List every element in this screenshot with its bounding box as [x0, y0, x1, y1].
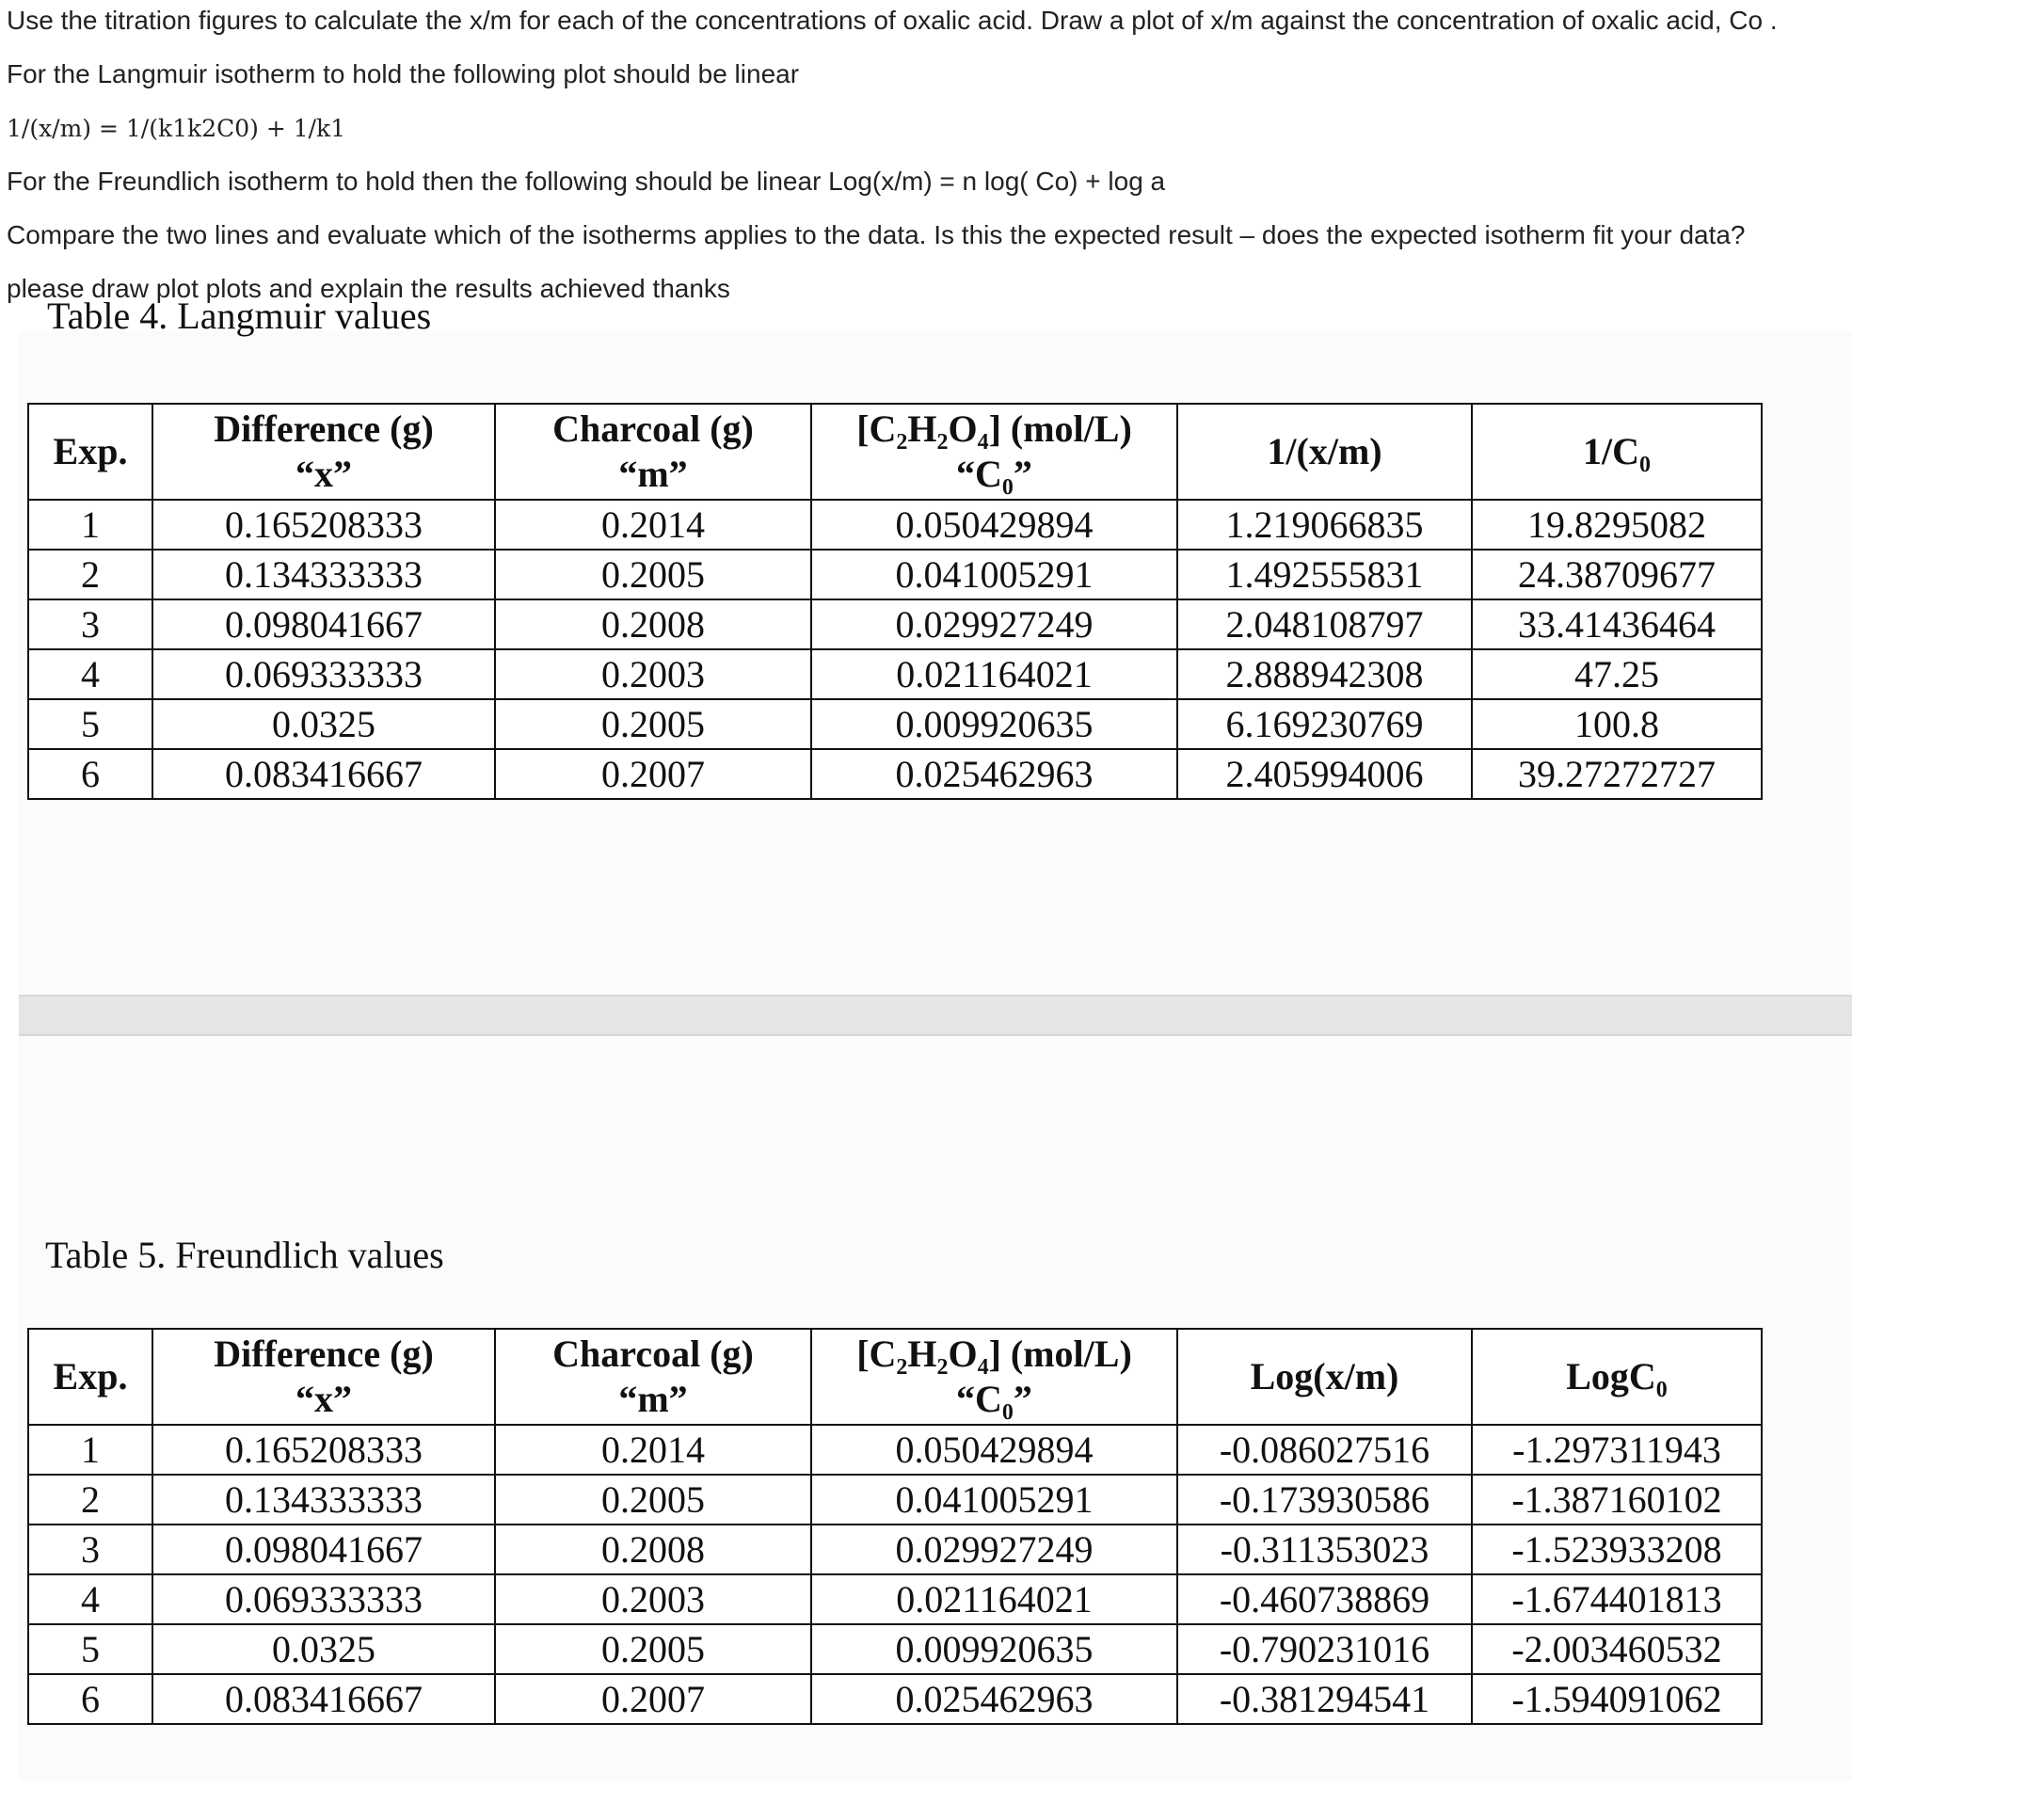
cell-log-c0: -2.003460532 — [1472, 1624, 1762, 1674]
cell-difference: 0.069333333 — [152, 1574, 495, 1624]
table-row — [28, 749, 1762, 799]
cell-log-xm: -0.381294541 — [1177, 1674, 1472, 1724]
header-exp: Exp. — [28, 404, 152, 500]
cell-difference: 0.083416667 — [152, 749, 495, 799]
cell-difference: 0.098041667 — [152, 1525, 495, 1574]
cell-concentration: 0.029927249 — [811, 599, 1177, 649]
header-log-c0: LogC₀ — [1472, 1329, 1762, 1425]
cell-charcoal: 0.2005 — [495, 1624, 811, 1674]
question-text — [7, 0, 1983, 322]
table-row — [28, 550, 1762, 599]
cell-difference: 0.165208333 — [152, 1425, 495, 1475]
cell-inverse-xm: 2.048108797 — [1177, 599, 1472, 649]
cell-exp: 6 — [28, 1674, 152, 1724]
table5-caption: Table 5. Freundlich values — [45, 1234, 444, 1276]
cell-log-xm: -0.790231016 — [1177, 1624, 1472, 1674]
table-header-row — [28, 1329, 1762, 1425]
question-line-titration: Use the titration figures to calculate the x/m for each of the concentrations of oxalic acid. Draw a plot of x/m against the concentration of oxalic acid, Co . — [7, 6, 1778, 35]
cell-exp: 5 — [28, 1624, 152, 1674]
cell-difference: 0.098041667 — [152, 599, 495, 649]
cell-concentration: 0.021164021 — [811, 1574, 1177, 1624]
question-line-freundlich: For the Freundlich isotherm to hold then the following should be linear Log(x/m) = n log( Co) + log a — [7, 167, 1166, 196]
header-inverse-xm: 1/(x/m) — [1177, 404, 1472, 500]
cell-exp: 2 — [28, 550, 152, 599]
table-row — [28, 500, 1762, 550]
cell-inverse-c0: 19.8295082 — [1472, 500, 1762, 550]
table-row — [28, 649, 1762, 699]
langmuir-table — [27, 403, 1763, 800]
table-row — [28, 1475, 1762, 1525]
cell-exp: 2 — [28, 1475, 152, 1525]
cell-concentration: 0.009920635 — [811, 699, 1177, 749]
cell-charcoal: 0.2007 — [495, 749, 811, 799]
cell-concentration: 0.025462963 — [811, 1674, 1177, 1724]
table-row — [28, 699, 1762, 749]
cell-inverse-c0: 33.41436464 — [1472, 599, 1762, 649]
table-row — [28, 1525, 1762, 1574]
header-charcoal: Charcoal (g) “m” — [495, 1329, 811, 1425]
cell-log-xm: -0.311353023 — [1177, 1525, 1472, 1574]
cell-concentration: 0.009920635 — [811, 1624, 1177, 1674]
header-concentration: [C₂H₂O₄] (mol/L) “C₀” — [811, 404, 1177, 500]
cell-charcoal: 0.2005 — [495, 1475, 811, 1525]
cell-exp: 1 — [28, 500, 152, 550]
cell-log-c0: -1.297311943 — [1472, 1425, 1762, 1475]
cell-inverse-xm: 2.888942308 — [1177, 649, 1472, 699]
cell-log-xm: -0.086027516 — [1177, 1425, 1472, 1475]
cell-log-xm: -0.460738869 — [1177, 1574, 1472, 1624]
cell-difference: 0.134333333 — [152, 1475, 495, 1525]
cell-charcoal: 0.2005 — [495, 550, 811, 599]
cell-exp: 1 — [28, 1425, 152, 1475]
freundlich-table — [27, 1328, 1763, 1725]
cell-concentration: 0.041005291 — [811, 550, 1177, 599]
table-row — [28, 1674, 1762, 1724]
cell-concentration: 0.050429894 — [811, 1425, 1177, 1475]
cell-charcoal: 0.2008 — [495, 1525, 811, 1574]
cell-charcoal: 0.2007 — [495, 1674, 811, 1724]
cell-charcoal: 0.2014 — [495, 500, 811, 550]
cell-inverse-xm: 6.169230769 — [1177, 699, 1472, 749]
cell-exp: 3 — [28, 1525, 152, 1574]
cell-charcoal: 0.2005 — [495, 699, 811, 749]
cell-concentration: 0.050429894 — [811, 500, 1177, 550]
cell-exp: 6 — [28, 749, 152, 799]
cell-charcoal: 0.2014 — [495, 1425, 811, 1475]
question-line-request: please draw plot plots and explain the results achieved thanks — [7, 274, 730, 303]
header-concentration: [C₂H₂O₄] (mol/L) “C₀” — [811, 1329, 1177, 1425]
cell-charcoal: 0.2003 — [495, 649, 811, 699]
cell-inverse-xm: 1.492555831 — [1177, 550, 1472, 599]
table-header-row — [28, 404, 1762, 500]
header-log-xm: Log(x/m) — [1177, 1329, 1472, 1425]
question-line-langmuir-equation — [7, 107, 1983, 161]
cell-log-xm: -0.173930586 — [1177, 1475, 1472, 1525]
cell-difference: 0.069333333 — [152, 649, 495, 699]
cell-concentration: 0.025462963 — [811, 749, 1177, 799]
cell-concentration: 0.041005291 — [811, 1475, 1177, 1525]
cell-charcoal: 0.2003 — [495, 1574, 811, 1624]
attached-image — [19, 295, 1852, 1780]
header-difference: Difference (g) “x” — [152, 404, 495, 500]
cell-inverse-c0: 47.25 — [1472, 649, 1762, 699]
cell-log-c0: -1.594091062 — [1472, 1674, 1762, 1724]
cell-inverse-c0: 100.8 — [1472, 699, 1762, 749]
cell-inverse-xm: 1.219066835 — [1177, 500, 1472, 550]
table-row — [28, 1624, 1762, 1674]
question-line-compare: Compare the two lines and evaluate which of the isotherms applies to the data. Is this the expected result – does the expected isotherm fit your data? — [7, 220, 1746, 249]
header-difference: Difference (g) “x” — [152, 1329, 495, 1425]
cell-concentration: 0.021164021 — [811, 649, 1177, 699]
cell-log-c0: -1.674401813 — [1472, 1574, 1762, 1624]
cell-charcoal: 0.2008 — [495, 599, 811, 649]
cell-exp: 3 — [28, 599, 152, 649]
table4-caption: Table 4. Langmuir values — [47, 295, 432, 337]
question-line-langmuir-intro: For the Langmuir isotherm to hold the following plot should be linear — [7, 59, 800, 88]
cell-inverse-c0: 39.27272727 — [1472, 749, 1762, 799]
cell-exp: 4 — [28, 1574, 152, 1624]
cell-exp: 4 — [28, 649, 152, 699]
table-row — [28, 1425, 1762, 1475]
langmuir-equation: 1/(x/m) = 1/(k1k2C0) + 1/k1 — [7, 115, 346, 142]
table-row — [28, 599, 1762, 649]
header-exp: Exp. — [28, 1329, 152, 1425]
image-divider — [19, 995, 1852, 1036]
cell-concentration: 0.029927249 — [811, 1525, 1177, 1574]
cell-log-c0: -1.523933208 — [1472, 1525, 1762, 1574]
header-charcoal: Charcoal (g) “m” — [495, 404, 811, 500]
cell-difference: 0.083416667 — [152, 1674, 495, 1724]
cell-difference: 0.0325 — [152, 1624, 495, 1674]
cell-difference: 0.134333333 — [152, 550, 495, 599]
cell-log-c0: -1.387160102 — [1472, 1475, 1762, 1525]
cell-inverse-xm: 2.405994006 — [1177, 749, 1472, 799]
table-row — [28, 1574, 1762, 1624]
header-inverse-c0: 1/C₀ — [1472, 404, 1762, 500]
cell-inverse-c0: 24.38709677 — [1472, 550, 1762, 599]
cell-difference: 0.165208333 — [152, 500, 495, 550]
cell-exp: 5 — [28, 699, 152, 749]
cell-difference: 0.0325 — [152, 699, 495, 749]
